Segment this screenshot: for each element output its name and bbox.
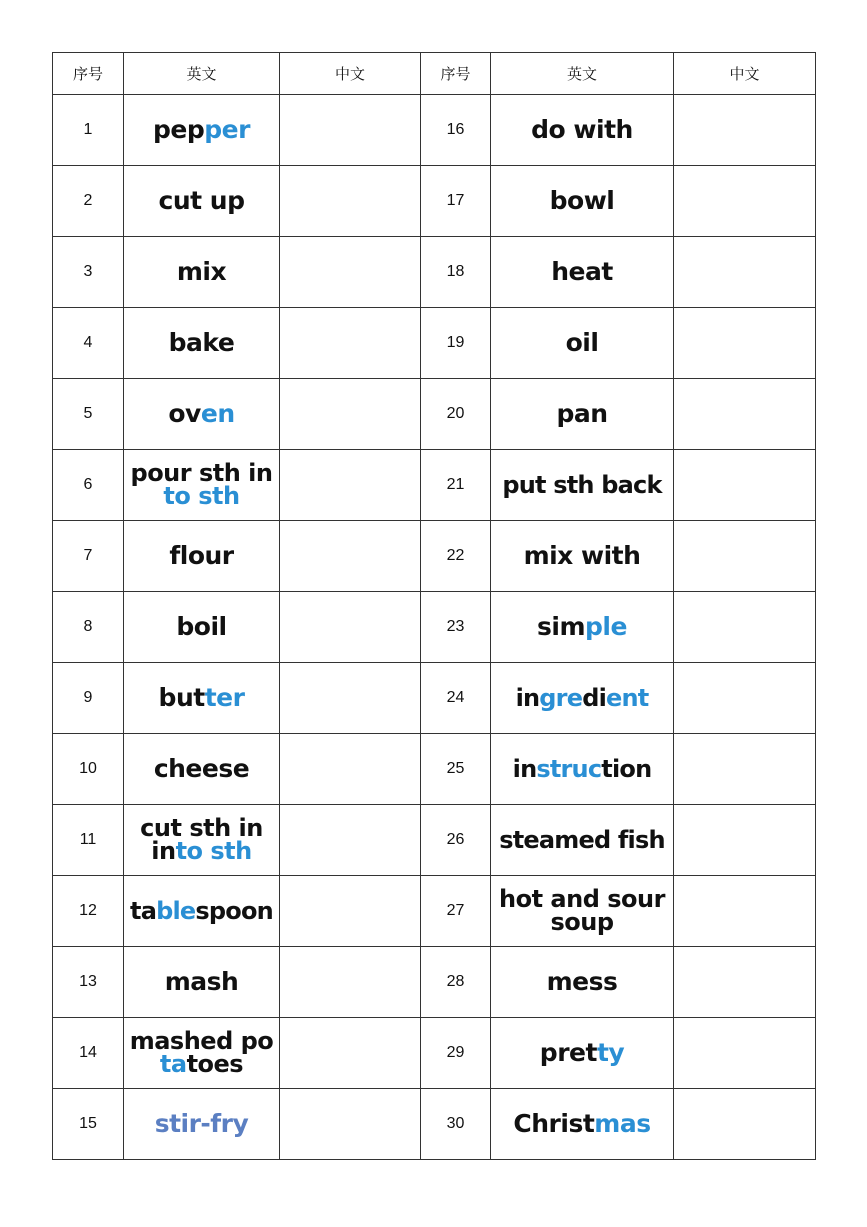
english-word	[491, 450, 674, 521]
word-segment-highlight: per	[204, 115, 250, 144]
word-segment: pret	[539, 1038, 597, 1067]
english-word	[491, 166, 674, 237]
item-number: 21	[421, 450, 491, 521]
vocabulary-table	[52, 52, 816, 1160]
item-number: 1	[53, 95, 124, 166]
english-word	[491, 237, 674, 308]
english-word	[124, 521, 280, 592]
item-number: 18	[421, 237, 491, 308]
chinese-answer-cell[interactable]	[280, 521, 421, 592]
item-number: 5	[53, 379, 124, 450]
word-segment-highlight: en	[200, 399, 235, 428]
chinese-answer-cell[interactable]	[280, 166, 421, 237]
chinese-answer-cell[interactable]	[674, 947, 816, 1018]
word-segment-highlight: ty	[596, 1038, 625, 1067]
word-segment: tion	[601, 755, 652, 783]
chinese-answer-cell[interactable]	[674, 592, 816, 663]
word-segment: hot and sour	[499, 885, 665, 913]
english-word	[124, 237, 280, 308]
word-segment-highlight: ta	[159, 1050, 187, 1078]
word-segment: ov	[168, 399, 201, 428]
item-number: 12	[53, 876, 124, 947]
word-segment: cheese	[153, 754, 250, 783]
english-word	[491, 1089, 674, 1160]
chinese-answer-cell[interactable]	[280, 95, 421, 166]
word-segment-highlight: to sth	[163, 482, 240, 510]
chinese-answer-cell[interactable]	[674, 95, 816, 166]
word-segment: pour sth in	[130, 459, 273, 487]
english-word	[124, 947, 280, 1018]
english-word	[491, 379, 674, 450]
header-index-left: 序号	[53, 53, 124, 95]
item-number: 13	[53, 947, 124, 1018]
word-segment: heat	[551, 257, 613, 286]
word-segment: cut sth in	[140, 814, 263, 842]
chinese-answer-cell[interactable]	[280, 1018, 421, 1089]
chinese-answer-cell[interactable]	[280, 876, 421, 947]
table-row	[53, 1018, 816, 1089]
header-chinese-left: 中文	[280, 53, 421, 95]
word-segment: di	[582, 684, 606, 712]
chinese-answer-cell[interactable]	[674, 308, 816, 379]
word-segment: pan	[556, 399, 608, 428]
word-segment: in	[151, 837, 176, 865]
chinese-answer-cell[interactable]	[280, 237, 421, 308]
chinese-answer-cell[interactable]	[280, 805, 421, 876]
chinese-answer-cell[interactable]	[280, 379, 421, 450]
table-row	[53, 734, 816, 805]
chinese-answer-cell[interactable]	[674, 166, 816, 237]
item-number: 19	[421, 308, 491, 379]
chinese-answer-cell[interactable]	[674, 663, 816, 734]
english-word	[491, 308, 674, 379]
table-row	[53, 521, 816, 592]
english-word	[124, 592, 280, 663]
english-word	[491, 95, 674, 166]
chinese-answer-cell[interactable]	[674, 876, 816, 947]
table-row	[53, 379, 816, 450]
english-word	[491, 734, 674, 805]
chinese-answer-cell[interactable]	[674, 237, 816, 308]
word-segment: mash	[164, 967, 239, 996]
chinese-answer-cell[interactable]	[674, 521, 816, 592]
word-segment-highlight: stir-fry	[154, 1109, 249, 1138]
chinese-answer-cell[interactable]	[280, 1089, 421, 1160]
header-chinese-right: 中文	[674, 53, 816, 95]
word-segment: sim	[537, 612, 586, 641]
chinese-answer-cell[interactable]	[674, 805, 816, 876]
table-row	[53, 308, 816, 379]
word-segment-highlight: gre	[539, 684, 583, 712]
word-segment: cut up	[158, 186, 245, 215]
english-word	[124, 805, 280, 876]
chinese-answer-cell[interactable]	[674, 734, 816, 805]
english-word	[124, 166, 280, 237]
chinese-answer-cell[interactable]	[280, 592, 421, 663]
item-number: 24	[421, 663, 491, 734]
header-english-right: 英文	[491, 53, 674, 95]
table-row	[53, 1089, 816, 1160]
word-segment-highlight: to sth	[175, 837, 252, 865]
table-body	[53, 95, 816, 1160]
word-segment: mix	[176, 257, 227, 286]
item-number: 7	[53, 521, 124, 592]
item-number: 15	[53, 1089, 124, 1160]
item-number: 8	[53, 592, 124, 663]
table-row	[53, 663, 816, 734]
word-segment: bake	[168, 328, 235, 357]
english-word	[124, 1018, 280, 1089]
word-segment: pep	[153, 115, 205, 144]
word-segment: flour	[169, 541, 234, 570]
english-word	[124, 734, 280, 805]
word-segment: in	[512, 755, 537, 783]
table-row	[53, 947, 816, 1018]
item-number: 20	[421, 379, 491, 450]
header-index-right: 序号	[421, 53, 491, 95]
item-number: 6	[53, 450, 124, 521]
word-segment-highlight: mas	[594, 1109, 651, 1138]
word-segment-highlight: ent	[606, 684, 649, 712]
word-segment-highlight: ter	[204, 683, 245, 712]
english-word	[124, 379, 280, 450]
word-segment-highlight: struc	[536, 755, 602, 783]
english-word	[491, 947, 674, 1018]
chinese-answer-cell[interactable]	[280, 308, 421, 379]
word-segment: bowl	[549, 186, 615, 215]
item-number: 22	[421, 521, 491, 592]
item-number: 4	[53, 308, 124, 379]
item-number: 14	[53, 1018, 124, 1089]
word-segment: boil	[176, 612, 227, 641]
item-number: 3	[53, 237, 124, 308]
item-number: 30	[421, 1089, 491, 1160]
item-number: 2	[53, 166, 124, 237]
item-number: 29	[421, 1018, 491, 1089]
word-segment: toes	[186, 1050, 244, 1078]
item-number: 27	[421, 876, 491, 947]
table-row	[53, 876, 816, 947]
table-row	[53, 166, 816, 237]
word-segment: spoon	[195, 897, 273, 925]
table-row	[53, 237, 816, 308]
chinese-answer-cell[interactable]	[674, 1089, 816, 1160]
item-number: 28	[421, 947, 491, 1018]
english-word	[124, 450, 280, 521]
word-segment: oil	[565, 328, 599, 357]
item-number: 25	[421, 734, 491, 805]
word-segment: but	[158, 683, 205, 712]
word-segment: steamed fish	[499, 826, 665, 854]
word-segment: soup	[550, 908, 614, 936]
chinese-answer-cell[interactable]	[280, 947, 421, 1018]
chinese-answer-cell[interactable]	[280, 663, 421, 734]
item-number: 26	[421, 805, 491, 876]
chinese-answer-cell[interactable]	[280, 450, 421, 521]
chinese-answer-cell[interactable]	[674, 450, 816, 521]
item-number: 9	[53, 663, 124, 734]
english-word	[491, 1018, 674, 1089]
english-word	[491, 663, 674, 734]
word-segment: put sth back	[502, 471, 662, 499]
item-number: 23	[421, 592, 491, 663]
table-row	[53, 592, 816, 663]
english-word	[491, 805, 674, 876]
english-word	[491, 592, 674, 663]
english-word	[124, 876, 280, 947]
word-segment: do with	[531, 115, 633, 144]
word-segment-highlight: ple	[585, 612, 627, 641]
word-segment: mix with	[523, 541, 641, 570]
english-word	[491, 521, 674, 592]
item-number: 10	[53, 734, 124, 805]
english-word	[124, 1089, 280, 1160]
table-row	[53, 805, 816, 876]
header-english-left: 英文	[124, 53, 280, 95]
word-segment-highlight: ble	[156, 897, 196, 925]
chinese-answer-cell[interactable]	[674, 1018, 816, 1089]
chinese-answer-cell[interactable]	[280, 734, 421, 805]
english-word	[124, 663, 280, 734]
word-segment: Christ	[513, 1109, 595, 1138]
table-header	[53, 53, 816, 95]
item-number: 16	[421, 95, 491, 166]
english-word	[124, 308, 280, 379]
table-row	[53, 95, 816, 166]
table-row	[53, 450, 816, 521]
word-segment: ta	[130, 897, 157, 925]
word-segment: in	[515, 684, 540, 712]
english-word	[491, 876, 674, 947]
english-word	[124, 95, 280, 166]
item-number: 11	[53, 805, 124, 876]
item-number: 17	[421, 166, 491, 237]
chinese-answer-cell[interactable]	[674, 379, 816, 450]
word-segment: mess	[546, 967, 618, 996]
word-segment: mashed po	[129, 1027, 274, 1055]
header-row	[53, 53, 816, 95]
